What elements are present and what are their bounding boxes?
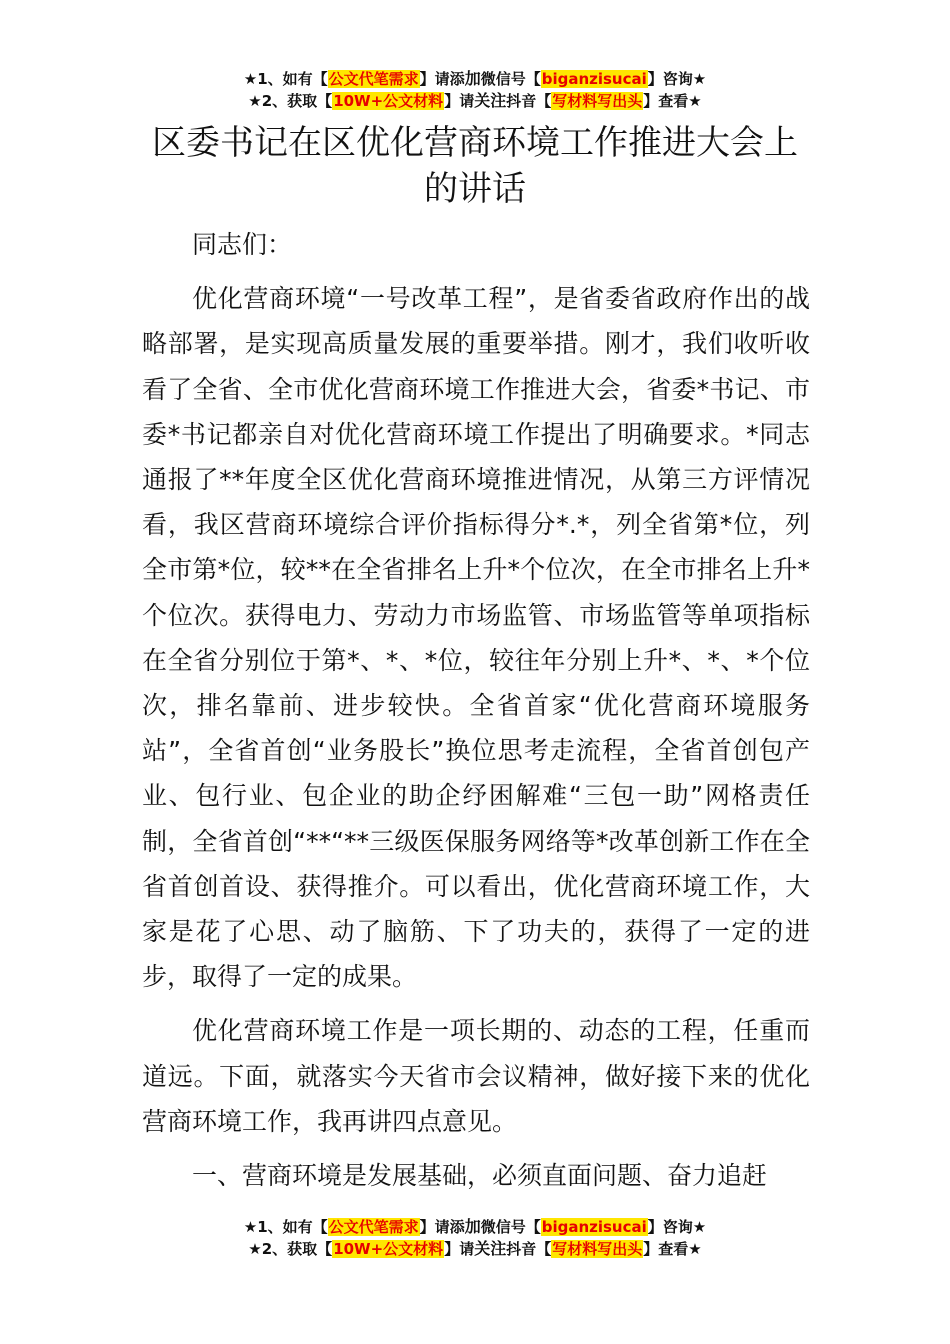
banner-text: ★1、如有【 [243,70,328,88]
banner-highlight: biganzisucai [541,1218,647,1236]
banner-text: 微信号【 [480,1218,541,1236]
section-heading: 一、营商环境是发展基础，必须直面问题、奋力追赶 [192,1161,768,1191]
banner-line-1 [0,68,950,90]
document-body [142,222,810,1198]
banner-text: 】咨询★ [647,1218,707,1236]
banner-text: 】请 [444,1240,475,1258]
banner-text: 】请 [444,92,475,110]
banner-emphasis: 关注 [474,1239,507,1258]
banner-text: 】请添 [419,1218,465,1236]
paragraph: 优化营商环境工作是一项长期的、动态的工程，任重而道远。下面，就落实今天省市会议精神，做好接下来的优化营商环境工作，我再讲四点意见。 [142,1016,810,1136]
banner-text: 微信号【 [480,70,541,88]
footer-banner [0,1216,950,1260]
header-banner [0,68,950,112]
banner-highlight: 公文代笔需求 [328,70,419,88]
banner-text: 】请添 [419,70,465,88]
banner-highlight: 写材料写出头 [552,92,643,110]
banner-text: ★1、如有【 [243,1218,328,1236]
banner-highlight: 10W+公文材料 [333,92,444,110]
banner-highlight: 写材料写出头 [552,1240,643,1258]
banner-highlight: 10W+公文材料 [333,1240,444,1258]
document-title: 区委书记在区优化营商环境工作推进大会上的讲话 [152,123,798,209]
banner-line-2 [0,90,950,112]
banner-text: 抖音【 [506,92,552,110]
banner-text: ★2、获取【 [248,1240,333,1258]
banner-text: ★2、获取【 [248,92,333,110]
banner-text: 抖音【 [506,1240,552,1258]
banner-highlight: biganzisucai [541,70,647,88]
banner-emphasis: 加 [464,1217,481,1236]
banner-text: 】查看★ [643,92,702,110]
banner-highlight: 公文代笔需求 [328,1218,419,1236]
banner-line-2 [0,1238,950,1260]
banner-text: 】咨询★ [647,70,707,88]
banner-emphasis: 关注 [474,91,507,110]
paragraph: 优化营商环境“一号改革工程”，是省委省政府作出的战略部署，是实现高质量发展的重要举措。刚才，我们收听收看了全省、全市优化营商环境工作推进大会，省委*书记、市委*书记都亲自对优化营商环境工作提出了明确要求。*同志通报了**年度全区优化营商环境推进情况，从第三方评情况看，我区营商环境综合评价指标得分*.*，列全省第*位，列全市第*位，较**在全省排名上升*个位次，在全市排名上升*个位次。获得电力、劳动力市场监管、市场监管等单项指标在全省分别位于第*、*、*位，较往年分别上升*、*、*个位次，排名靠前、进步较快。全省首家“优化营商环境服务站”，全省首创“业务股长”换位思考走流程，全省首创包产业、包行业、包企业的助企纾困解难“三包一助”网格责任制，全省首创“**“**三级医保服务网络等*改革创新工作在全省首创首设、获得推介。可以看出，优化营商环境工作，大家是花了心思、动了脑筋、下了功夫的，获得了一定的进步，取得了一定的成果。 [142,284,810,992]
greeting: 同志们： [192,230,293,259]
banner-line-1 [0,1216,950,1238]
banner-emphasis: 加 [464,69,481,88]
banner-text: 】查看★ [643,1240,702,1258]
